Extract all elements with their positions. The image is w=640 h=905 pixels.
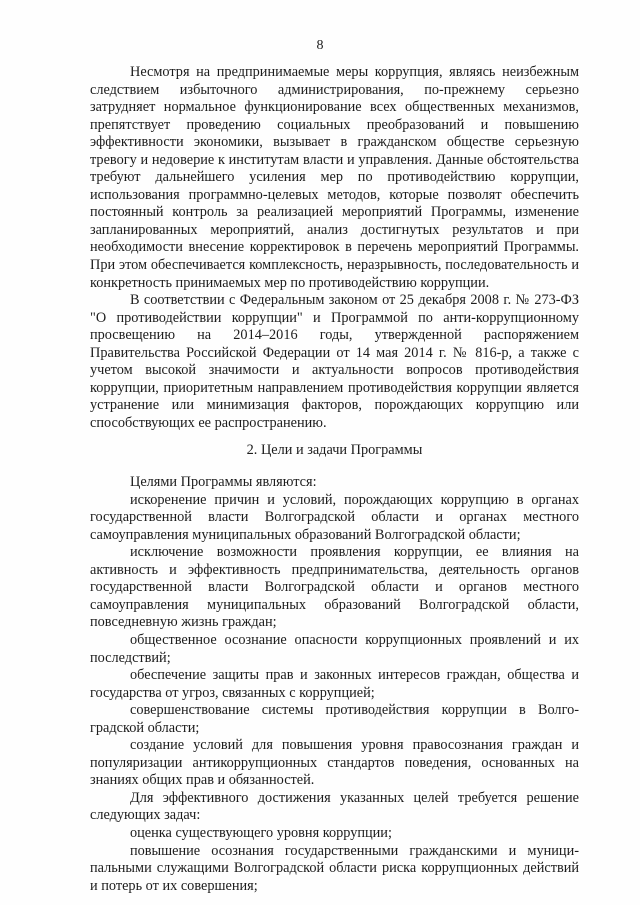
goal-item: обеспечение защиты прав и законных интересов граждан, общества и государства от угроз, связанных с коррупцией; <box>90 667 579 701</box>
goal-item: совершенствование системы противодействия коррупции в Волго-градской области; <box>90 702 579 736</box>
page-number: 8 <box>316 38 324 53</box>
goal-item: искоренение причин и условий, порождающих коррупцию в органах государственной власти Волгоградской области и органах местного самоуправления муниципальных образований Волгоградской области; <box>90 491 579 543</box>
tasks-intro: Для эффективного достижения указанных целей требуется решение следующих задач: <box>90 789 579 824</box>
goals-intro: Целями Программы являются: <box>130 474 317 491</box>
document-body <box>90 64 579 895</box>
goal-item: общественное осознание опасности коррупционных проявлений и их последствий; <box>90 631 579 666</box>
task-item: повышение осознания государственными гражданскими и муници-пальными служащими Волгоградской области риска коррупционных действий и потерь от их совершения; <box>90 842 579 894</box>
paragraph-corruption-context: Несмотря на предпринимаемые меры коррупция, являясь неизбежным следствием избыточного администрирования, по-прежнему серьезно затрудняет нормальное функционирование всех общественных механизмов, препятствует проведению социальных преобразований и повышению эффективности экономики, вызывает в гражданском обществе серьезную тревогу и недоверие к институтам власти и управления. Данные обстоятельства требуют дальнейшего усиления мер по противодействию коррупции, использования программно-целевых методов, которые позволят обеспечить постоянный контроль за реализацией мероприятий Программы, изменение запланированных мероприятий, анализ достигнутых результатов и при необходимости внесение корректировок в перечень мероприятий Программы. При этом обеспечивается комплексность, неразрывность, последовательность и конкретность принимаемых мер по противодействию коррупции. <box>90 64 579 291</box>
task-item: оценка существующего уровня коррупции; <box>130 824 392 841</box>
paragraph-legal-basis: В соответствии с Федеральным законом от 25 декабря 2008 г. № 273-ФЗ "О противодействии коррупции" и Программой по анти-коррупционному просвещению на 2014–2016 годы, утвержденной распоряжением Правительства Российской Федерации от 14 мая 2014 г. № 816-р, а также с учетом высокой значимости и актуальности вопросов противодействия коррупции, приоритетным направлением противодействия коррупции является устранение или минимизация факторов, порождающих коррупцию или способствующих ее распространению. <box>90 292 579 431</box>
section-heading: 2. Цели и задачи Программы <box>246 442 423 459</box>
goal-item: исключение возможности проявления коррупции, ее влияния на активность и эффективность предпринимательства, деятельность органов государственной власти Волгоградской области и органов местного самоуправления муниципальных образований Волгоградской области, повседневную жизнь граждан; <box>90 544 579 631</box>
goal-item: создание условий для повышения уровня правосознания граждан и популяризации антикоррупционных стандартов поведения, основанных на знаниях общих прав и обязанностей. <box>90 737 579 789</box>
